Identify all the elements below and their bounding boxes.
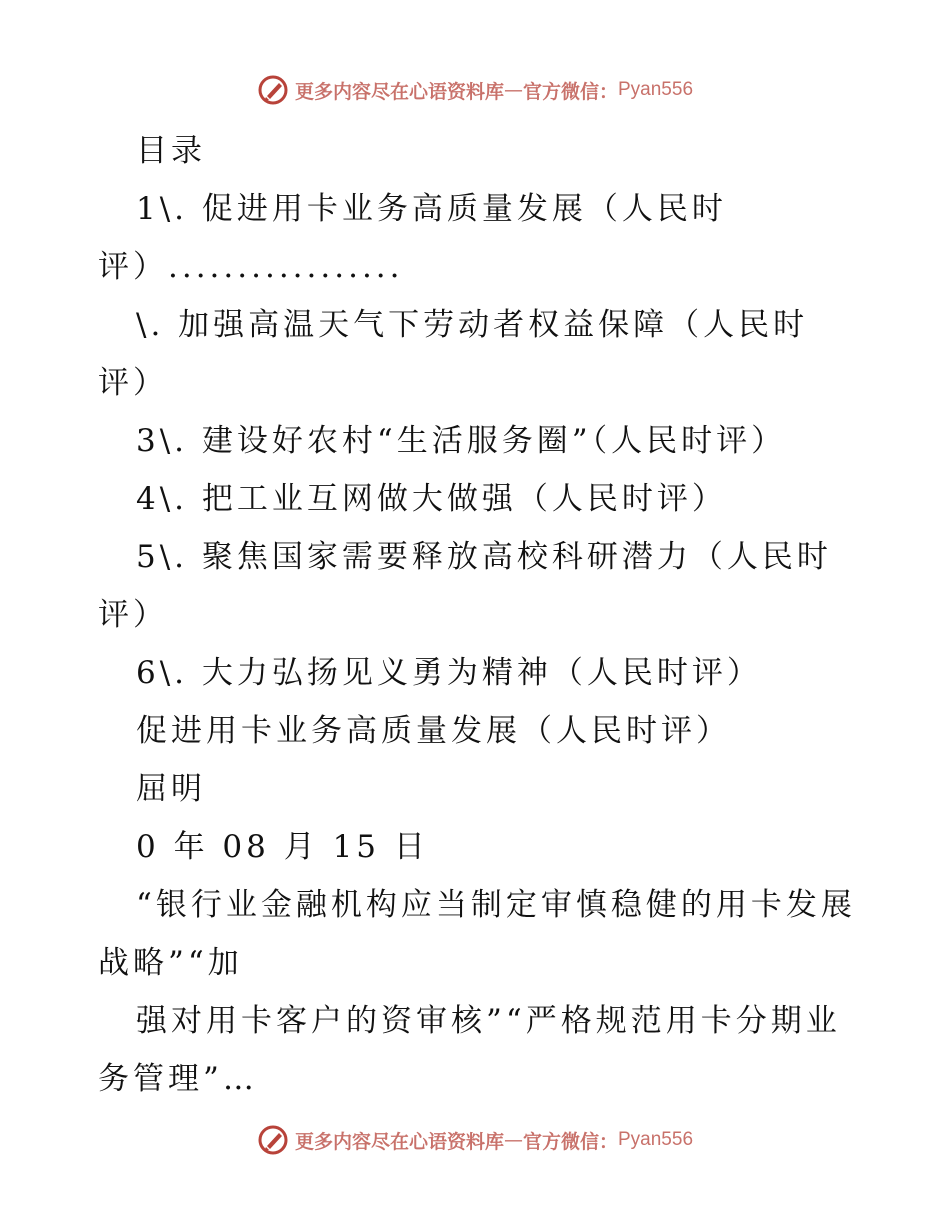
header-watermark-banner [0, 70, 950, 110]
footer-watermark-banner [0, 1120, 950, 1160]
banner-dash: — [503, 79, 523, 101]
pen-logo-icon [257, 1124, 289, 1156]
toc-heading: 目录 [136, 133, 206, 169]
toc-item-2-cont: 评） [98, 365, 168, 401]
pen-logo-icon [257, 74, 289, 106]
banner-main-text: 更多内容尽在心语资料库 [294, 80, 504, 103]
toc-item-5: 5\. 聚焦国家需要释放高校科研潜力（人民时 [136, 539, 832, 575]
toc-item-4: 4\. 把工业互网做大做强（人民时评） [136, 481, 727, 517]
banner-wechat-id: Pyan556 [618, 1129, 694, 1150]
body-paragraph-line-4: 务管理”… [98, 1061, 258, 1097]
toc-item-3: 3\. 建设好农村“生活服务圈”（人民时评） [136, 423, 787, 459]
article-date: 0 年 08 月 15 日 [136, 829, 429, 865]
body-paragraph-line-3: 强对用卡客户的资审核”“严格规范用卡分期业 [136, 1003, 841, 1039]
body-paragraph-line-1: “银行业金融机构应当制定审慎稳健的用卡发展 [136, 887, 856, 923]
toc-item-6: 6\. 大力弘扬见义勇为精神（人民时评） [136, 655, 762, 691]
banner-wechat-id: Pyan556 [618, 79, 694, 100]
banner-sub-text: 官方微信： [522, 1130, 618, 1153]
article-author: 屈明 [136, 771, 206, 807]
toc-item-2: \. 加强高温天气下劳动者权益保障（人民时 [136, 307, 809, 343]
article-title: 促进用卡业务高质量发展（人民时评） [136, 713, 731, 749]
banner-dash: — [503, 1129, 523, 1151]
document-body [98, 122, 858, 1108]
banner-main-text: 更多内容尽在心语资料库 [294, 1130, 504, 1153]
body-paragraph-line-2: 战略”“加 [98, 945, 243, 981]
toc-item-5-cont: 评） [98, 597, 168, 633]
toc-item-1-cont: 评）................. [98, 249, 404, 285]
toc-item-1: 1\. 促进用卡业务高质量发展（人民时 [136, 191, 727, 227]
banner-sub-text: 官方微信： [522, 80, 618, 103]
